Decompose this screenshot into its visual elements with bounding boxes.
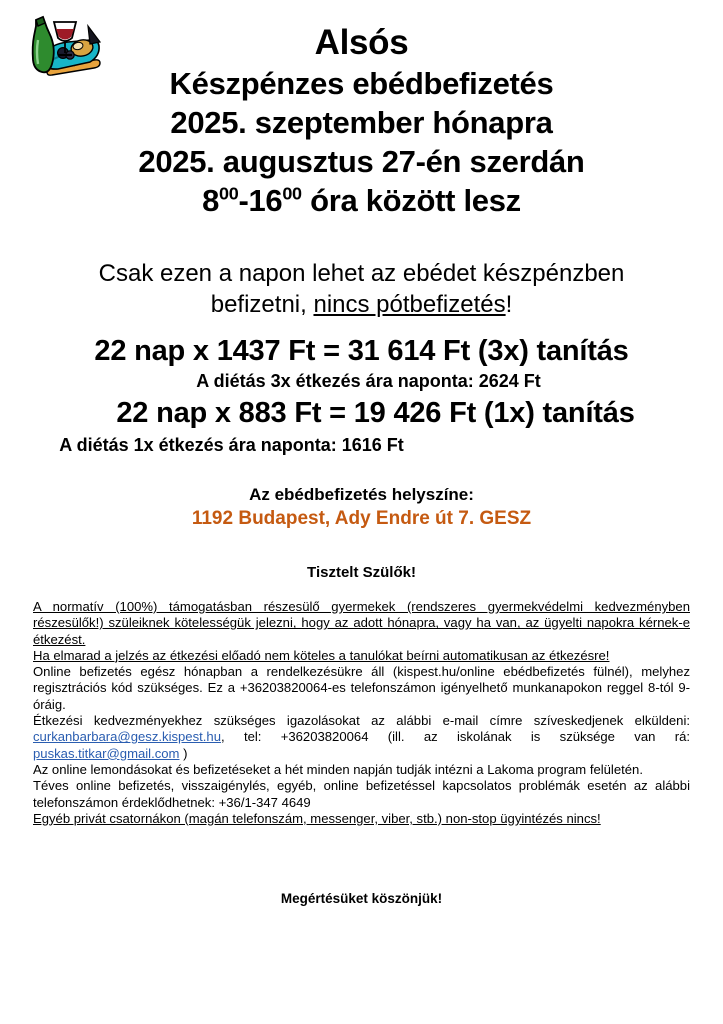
body-text-block: [33, 599, 690, 827]
intro-line-2: [0, 289, 723, 320]
body-para-lakoma: Az online lemondásokat és befizetéseket a hét minden napján tudják intézni a Lakoma program felületén.: [33, 761, 643, 777]
time-suffix: óra között lesz: [301, 183, 521, 218]
title-line-2: 2025. szeptember hónapra: [170, 105, 553, 140]
time-dash: -: [238, 183, 249, 218]
time-start-min: 00: [219, 183, 239, 204]
body-para-discount-emails: [33, 713, 690, 762]
intro-no-late-payment: nincs pótbefizetés: [313, 291, 506, 318]
heading-block: [0, 22, 723, 220]
body-para-discount-pre: Étkezési kedvezményekhez szükséges igazolásokat az alábbi e-mail címre szíveskedjenek elküldeni:: [33, 713, 690, 729]
title-line-1: Készpénzes ebédbefizetés: [169, 66, 554, 101]
body-para-normative: A normatív (100%) támogatásban részesülő gyermekek (rendszeres gyermekvédelmi kedvezményben részesülők!) szüleiknek kötelességük jelezni, hogy az adott hónapra, vagy ha van, az ügyelti napokra kérnek-e étkezést.: [33, 599, 690, 647]
time-start-hour: 8: [202, 183, 220, 218]
salutation: Tisztelt Szülők!: [307, 564, 416, 581]
price-block: [0, 334, 723, 458]
intro-paragraph: [0, 258, 723, 320]
time-end-hour: 16: [248, 183, 283, 218]
intro-line-1: Csak ezen a napon lehet az ebédet készpénzben: [98, 260, 625, 287]
body-para-no-private-channels: Egyéb privát csatornákon (magán telefonszám, messenger, viber, stb.) non-stop ügyintézés nincs!: [33, 810, 601, 826]
diet-price-3x-line: A diétás 3x étkezés ára naponta: 2624 Ft: [196, 371, 541, 391]
email-link-puskas-titkar[interactable]: puskas.titkar@gmail.com: [33, 745, 180, 761]
body-para-discount-mid: , tel: +36203820064 (ill. az iskolának is szüksége van rá:: [220, 729, 690, 745]
closing-note: Megértésüket köszönjük!: [280, 891, 443, 906]
intro-line-2-pre: befizetni,: [210, 291, 314, 318]
email-link-curkanbarbara[interactable]: curkanbarbara@gesz.kispest.hu: [33, 729, 221, 745]
body-para-discount-post: ): [179, 745, 188, 761]
body-para-problems-phone: Téves online befizetés, visszaigénylés, egyéb, online befizetéssel kapcsolatos problémák esetén az alábbi telefonszámon érdeklődhetnek: +36/1-347 4649: [33, 778, 690, 810]
title-time-line: [0, 181, 723, 220]
body-para-online-payment: Online befizetés egész hónapban a rendelkezésükre áll (kispest.hu/online ebédbefizetés fülnél), melyhez regisztrációs kód szükséges. Ez a +36203820064-es telefonszámon igényelhető munkanapokon reggel 8-tól 9-óráig.: [33, 664, 690, 712]
price-1x-line: 22 nap x 883 Ft = 19 426 Ft (1x) tanítás: [116, 397, 635, 429]
time-end-min: 00: [282, 183, 302, 204]
intro-line-2-post: !: [505, 291, 513, 318]
title-line-3: 2025. augusztus 27-én szerdán: [138, 144, 585, 179]
body-para-no-auto-signup: Ha elmarad a jelzés az étkezési előadó nem köteles a tanulókat beírni automatikusan az étkezésre!: [33, 647, 610, 663]
page-title: Alsós: [314, 23, 409, 62]
venue-block: [0, 484, 723, 531]
price-3x-line: 22 nap x 1437 Ft = 31 614 Ft (3x) tanítás: [94, 335, 629, 367]
venue-address: 1192 Budapest, Ady Endre út 7. GESZ: [191, 508, 532, 529]
diet-price-1x-line: A diétás 1x étkezés ára naponta: 1616 Ft: [59, 435, 404, 455]
venue-label: Az ebédbefizetés helyszíne:: [249, 485, 474, 504]
